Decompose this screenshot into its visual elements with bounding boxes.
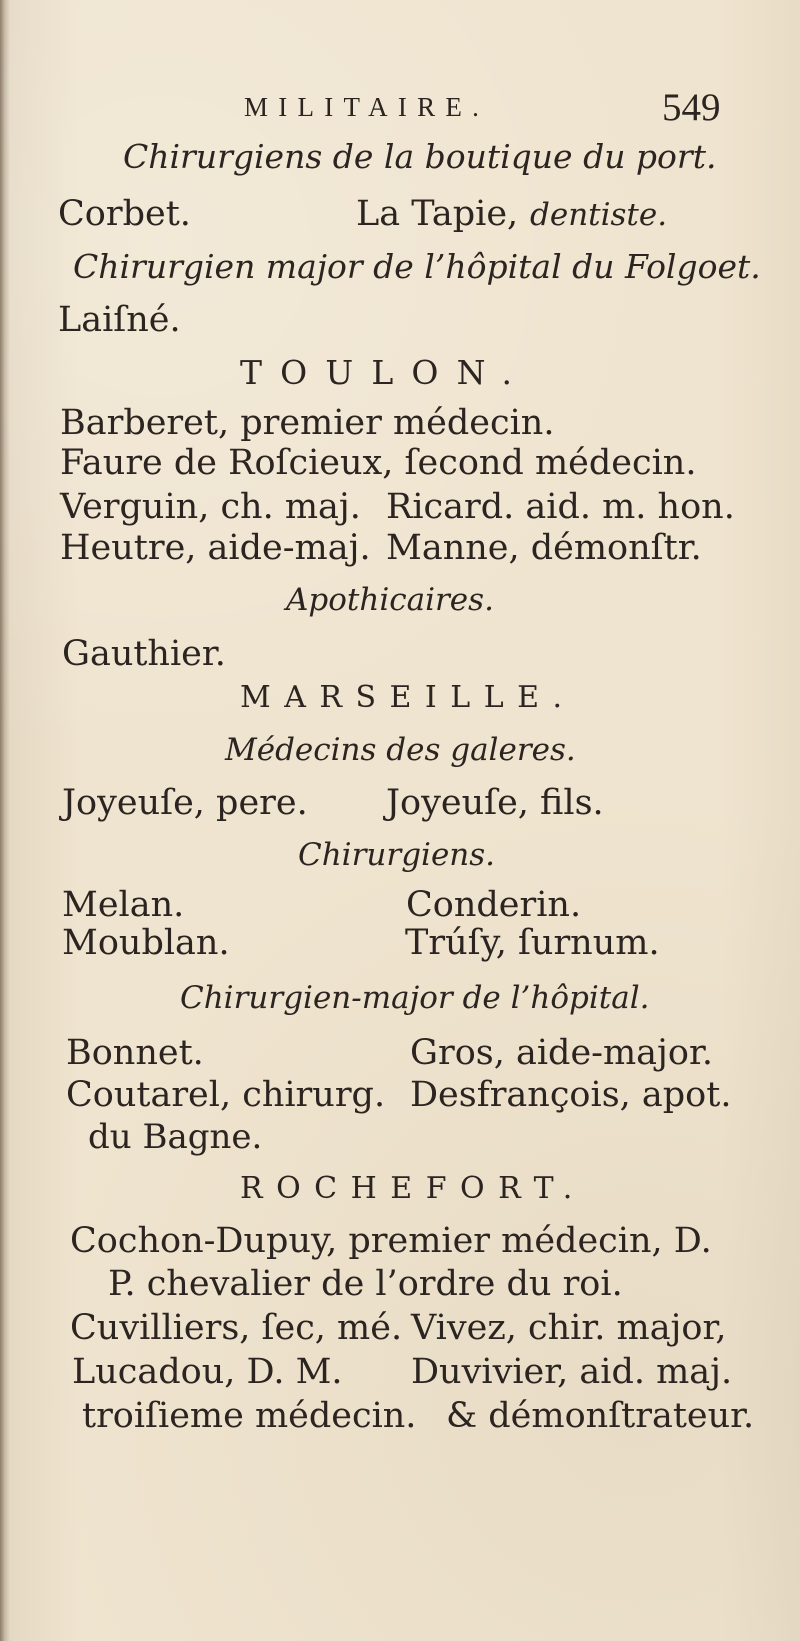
entry-faure: Faure de Roſcieux, ſecond médecin. xyxy=(60,443,697,483)
section-title-marseille: MARSEILLE. xyxy=(240,680,576,715)
page-gutter-shadow xyxy=(0,0,10,1641)
entry-gros: Gros, aide-major. xyxy=(410,1033,713,1073)
entry-duvivier-continued: & démonſtrateur. xyxy=(446,1396,755,1436)
entry-joyeuse-pere: Joyeuſe, pere. xyxy=(62,783,308,823)
entry-lucadou-continued: troiſieme médecin. xyxy=(82,1396,417,1436)
entry-trusy: Trúſy, ſurnum. xyxy=(405,923,660,963)
entry-gauthier: Gauthier. xyxy=(62,634,226,674)
entry-joyeuse-fils: Joyeuſe, fils. xyxy=(386,783,604,823)
section-subheading-chirurgiens: Chirurgiens. xyxy=(298,837,496,873)
entry-conderin: Conderin. xyxy=(406,885,582,925)
entry-laisne: Laiſné. xyxy=(58,300,181,340)
entry-vivez: Vivez, chir. major, xyxy=(411,1308,727,1348)
section-subheading-folgoet: Chirurgien major de l’hôpital du Folgoet. xyxy=(73,247,761,286)
section-subheading-apothicaires: Apothicaires. xyxy=(286,582,494,618)
entry-ricard: Ricard. aid. m. hon. xyxy=(386,487,735,527)
entry-cuvilliers: Cuvilliers, ſec, mé. xyxy=(70,1308,403,1348)
entry-du-bagne: du Bagne. xyxy=(88,1117,263,1157)
entry-heutre: Heutre, aide-maj. xyxy=(60,528,371,568)
entry-lucadou: Lucadou, D. M. xyxy=(72,1352,343,1392)
section-subheading-medecins-galeres: Médecins des galeres. xyxy=(225,732,576,768)
entry-verguin: Verguin, ch. maj. xyxy=(60,487,361,527)
entry-la-tapie-role: dentiste. xyxy=(530,197,668,233)
entry-desfrancois: Desfrançois, apot. xyxy=(410,1075,732,1115)
entry-coutarel: Coutarel, chirurg. xyxy=(66,1075,386,1115)
entry-corbet: Corbet. xyxy=(58,194,191,234)
entry-cochon-dupuy-continued: P. chevalier de l’ordre du roi. xyxy=(108,1264,623,1304)
section-subheading-boutique: Chirurgiens de la boutique du port. xyxy=(123,137,717,176)
section-subheading-hopital: Chirurgien-major de l’hôpital. xyxy=(180,980,650,1016)
entry-melan: Melan. xyxy=(62,885,185,925)
entry-la-tapie: La Tapie, xyxy=(356,194,519,234)
entry-barberet: Barberet, premier médecin. xyxy=(60,403,555,443)
entry-moublan: Moublan. xyxy=(62,923,230,963)
entry-manne: Manne, démonſtr. xyxy=(386,528,702,568)
entry-duvivier: Duvivier, aid. maj. xyxy=(411,1352,733,1392)
section-title-toulon: TOULON. xyxy=(240,353,531,392)
entry-cochon-dupuy: Cochon-Dupuy, premier médecin, D. xyxy=(70,1221,712,1261)
section-title-rochefort: ROCHEFORT. xyxy=(240,1171,586,1206)
page-number: 549 xyxy=(662,86,721,129)
running-header-title: MILITAIRE. xyxy=(244,92,490,122)
entry-bonnet: Bonnet. xyxy=(66,1033,204,1073)
